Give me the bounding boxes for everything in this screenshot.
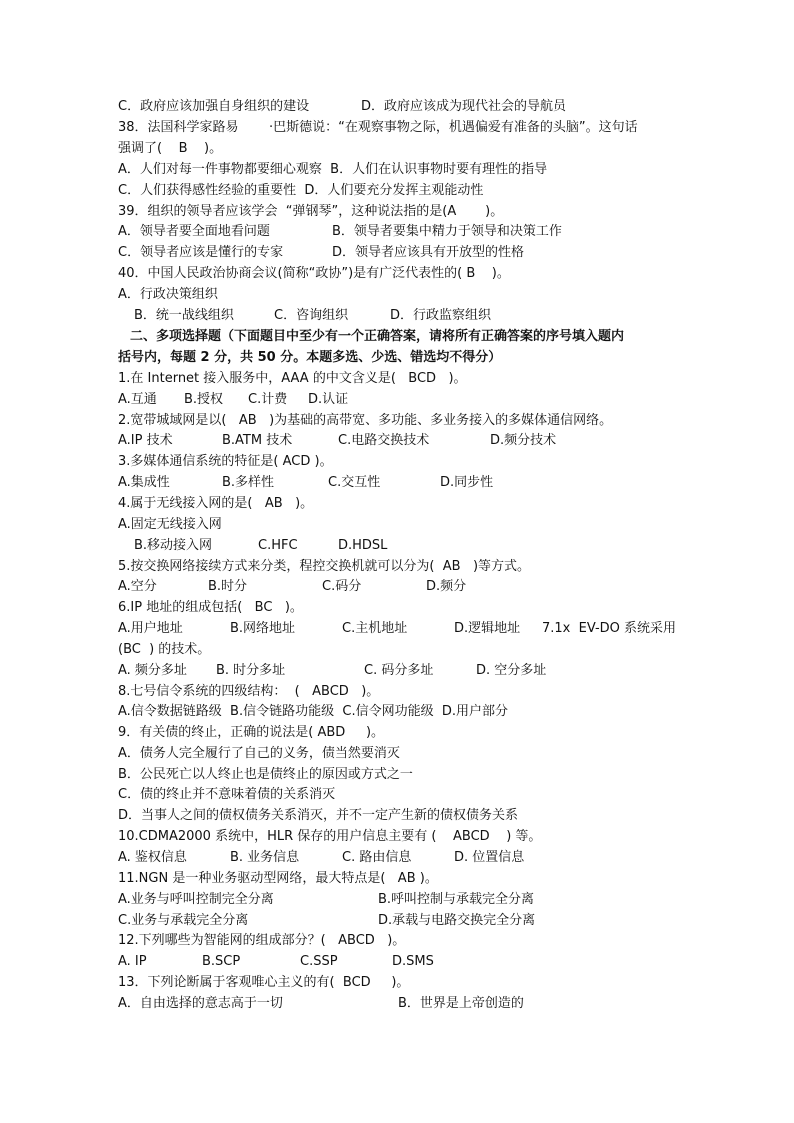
text-segment: 二、多项选择题（下面题目中至少有一个正确答案，请将所有正确答案的序号填入题内 [130,329,625,344]
text-segment: 10.CDMA2000 系统中，HLR 保存的用户信息主要有 ( ABCD ) 等。 [118,829,542,844]
text-segment: B．统一战线组织 [134,308,234,323]
text-line [118,681,734,702]
text-segment: B.网络地址 [230,621,296,636]
text-segment: C．人们获得感性经验的重要性 D．人们要充分发挥主观能动性 [118,183,484,198]
text-segment: 强调了( B )。 [118,141,223,156]
text-segment: C．政府应该加强自身组织的建设 [118,99,310,114]
text-segment: A. 频分多址 [118,663,187,678]
text-line [118,410,734,431]
text-segment: C.电路交换技术 [338,433,430,448]
text-line [118,159,734,180]
text-segment: A.集成性 [118,475,170,490]
text-segment: C.SSP [300,954,338,969]
text-segment: D.同步性 [440,475,494,490]
text-segment: B．领导者要集中精力于领导和决策工作 [332,224,562,239]
text-segment: B.时分 [208,579,248,594]
text-segment: B.SCP [202,954,241,969]
text-line [118,451,734,472]
text-segment: A.空分 [118,579,157,594]
text-segment: C．领导者应该是懂行的专家 [118,245,284,260]
text-line [118,221,734,242]
text-segment: D.频分技术 [490,433,557,448]
text-segment: C.主机地址 [342,621,408,636]
text-segment: B.ATM 技术 [222,433,293,448]
text-line [118,389,734,410]
text-segment: 39．组织的领导者应该学会 “弹钢琴”，这种说法指的是(A )。 [118,204,504,219]
text-segment: D．领导者应该具有开放型的性格 [332,245,525,260]
text-line [118,514,734,535]
text-segment: 9．有关债的终止，正确的说法是( ABD )。 [118,725,385,740]
text-segment: 12.下列哪些为智能网的组成部分？( ABCD )。 [118,933,406,948]
text-segment: D. 位置信息 [454,850,525,865]
text-line [118,326,734,347]
text-segment: B.移动接入网 [134,538,213,553]
text-line [118,660,734,681]
text-line [118,117,734,138]
text-segment: A．自由选择的意志高于一切 [118,996,283,1011]
text-segment: A．人们对每一件事物都要细心观察 B．人们在认识事物时要有理性的指导 [118,162,548,177]
text-segment: A.固定无线接入网 [118,517,222,532]
text-line [118,805,734,826]
text-line [118,639,734,660]
text-line [118,180,734,201]
text-segment: 40．中国人民政治协商会议(简称“政协”)是有广泛代表性的( B )。 [118,266,510,281]
text-segment: C.业务与承载完全分离 [118,913,249,928]
text-segment: 2.宽带城域网是以( AB )为基础的高带宽、多功能、多业务接入的多媒体通信网络。 [118,413,613,428]
text-segment: D.认证 [308,392,349,407]
text-segment: D.逻辑地址 [454,621,521,636]
text-segment: A. 鉴权信息 [118,850,187,865]
text-segment: D.承载与电路交换完全分离 [378,913,536,928]
text-line [118,368,734,389]
text-segment: C. 码分多址 [364,663,434,678]
text-segment: A.信令数据链路级 B.信令链路功能级 C.信令网功能级 D.用户部分 [118,704,508,719]
text-line [118,993,734,1014]
text-line [118,472,734,493]
text-segment: A．行政决策组织 [118,287,218,302]
text-segment: A．债务人完全履行了自己的义务，债当然要消灭 [118,746,400,761]
text-segment: 13．下列论断属于客观唯心主义的有( BCD )。 [118,975,410,990]
text-segment: C. 路由信息 [342,850,412,865]
text-segment: 7.1x EV-DO 系统采用 [542,621,677,636]
text-segment: 38．法国科学家路易 [118,120,239,135]
text-line [118,784,734,805]
text-line [118,910,734,931]
text-line [118,618,734,639]
text-line [118,597,734,618]
text-line [118,138,734,159]
text-segment: B. 时分多址 [216,663,286,678]
text-line [118,242,734,263]
text-segment: 5.按交换网络接续方式来分类，程控交换机就可以分为( AB )等方式。 [118,559,531,574]
text-segment: D．政府应该成为现代社会的导航员 [361,99,567,114]
text-line [118,535,734,556]
text-line [118,701,734,722]
text-segment: 括号内，每题 2 分，共 50 分。本题多选、少选、错选均不得分） [118,350,502,365]
text-segment: C.HFC [258,538,298,553]
text-segment: A.IP 技术 [118,433,173,448]
text-line [118,576,734,597]
text-segment: (BC ) 的技术。 [118,642,211,657]
text-line [118,722,734,743]
text-segment: 11.NGN 是一种业务驱动型网络，最大特点是( AB )。 [118,871,438,886]
text-segment: D.HDSL [338,538,388,553]
text-segment: 1.在 Internet 接入服务中，AAA 的中文含义是( BCD )。 [118,371,467,386]
text-line [118,930,734,951]
text-line [118,305,734,326]
text-line [118,284,734,305]
text-segment: A.互通 [118,392,157,407]
text-segment: B.授权 [184,392,224,407]
text-segment: A.用户地址 [118,621,183,636]
text-segment: 6.IP 地址的组成包括( BC )。 [118,600,303,615]
text-line [118,263,734,284]
text-line [118,201,734,222]
text-line [118,430,734,451]
text-segment: D．行政监察组织 [390,308,492,323]
text-line [118,743,734,764]
text-segment: C.计费 [248,392,288,407]
text-line [118,347,734,368]
text-segment: A.业务与呼叫控制完全分离 [118,892,274,907]
text-line [118,764,734,785]
text-segment: B．公民死亡以人终止也是债终止的原因或方式之一 [118,767,413,782]
text-line [118,868,734,889]
text-segment: ·巴斯德说：“在观察事物之际，机遇偏爱有准备的头脑”。这句话 [269,120,638,135]
text-segment: D.频分 [426,579,467,594]
text-segment: C.交互性 [328,475,381,490]
text-line [118,96,734,117]
text-line [118,493,734,514]
text-line [118,951,734,972]
text-segment: D.SMS [392,954,434,969]
text-segment: D. 空分多址 [476,663,547,678]
text-segment: 3.多媒体通信系统的特征是( ACD )。 [118,454,333,469]
text-segment: A. IP [118,954,147,969]
text-segment: B.多样性 [222,475,275,490]
text-segment: B．世界是上帝创造的 [398,996,524,1011]
text-line [118,556,734,577]
text-line [118,826,734,847]
text-segment: 8.七号信令系统的四级结构： ( ABCD )。 [118,684,380,699]
text-line [118,847,734,868]
text-segment: C．债的终止并不意味着债的关系消灭 [118,787,336,802]
text-segment: C．咨询组织 [274,308,349,323]
text-segment: C.码分 [322,579,362,594]
text-segment: B. 业务信息 [230,850,300,865]
text-segment: A．领导者要全面地看问题 [118,224,270,239]
text-line [118,889,734,910]
text-segment: 4.属于无线接入网的是( AB )。 [118,496,314,511]
text-segment: B.呼叫控制与承载完全分离 [378,892,535,907]
text-segment: D．当事人之间的债权债务关系消灭，并不一定产生新的债权债务关系 [118,808,519,823]
text-line [118,972,734,993]
